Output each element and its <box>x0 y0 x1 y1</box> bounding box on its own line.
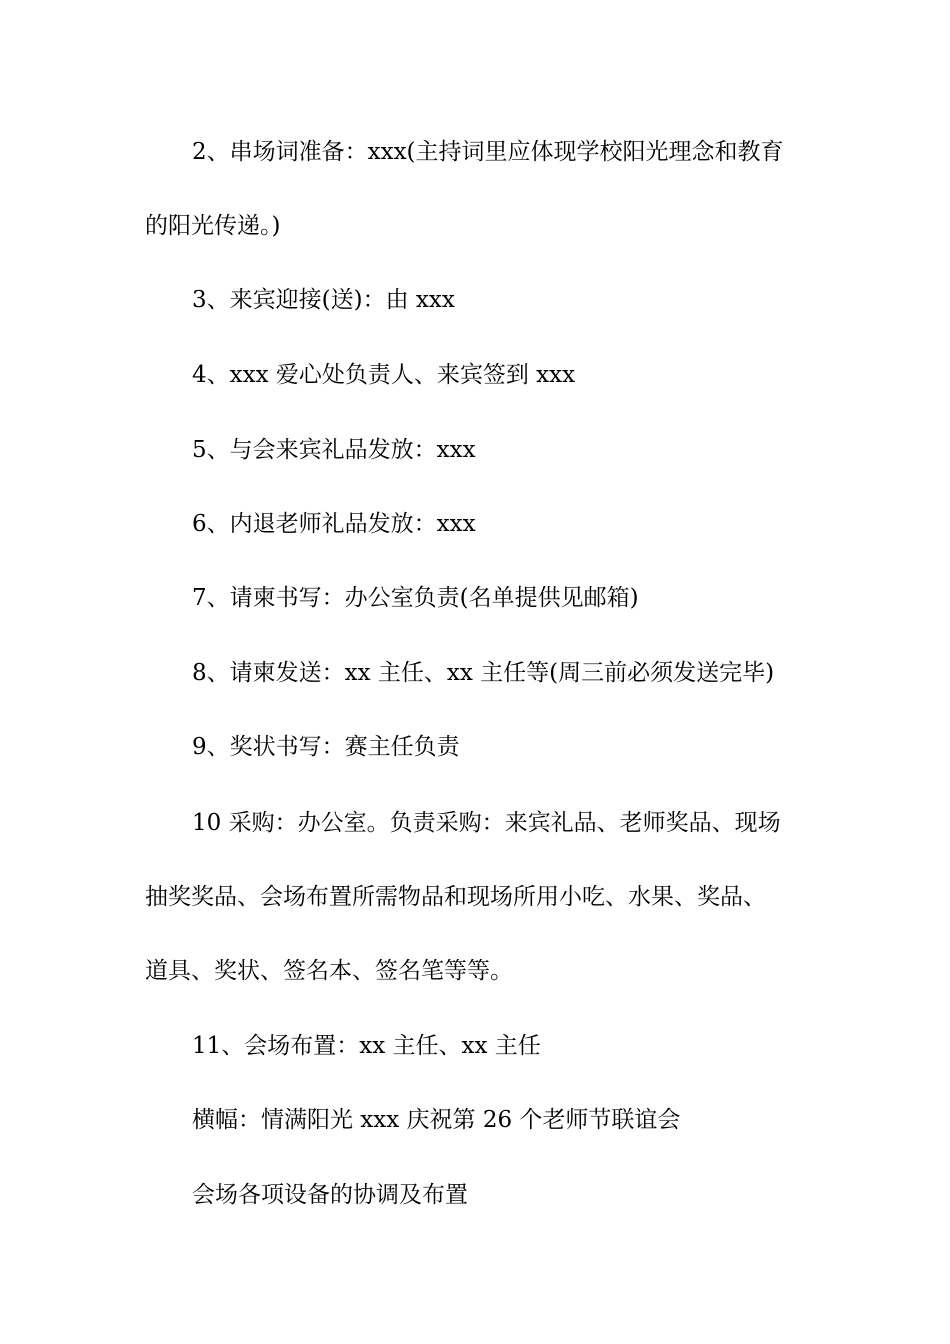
paragraph-line-6-retired-teacher-gifts: 6、内退老师礼品发放：xxx <box>192 511 476 537</box>
paragraph-line-banner: 横幅：情满阳光 xxx 庆祝第 26 个老师节联谊会 <box>192 1107 681 1133</box>
paragraph-line-2-continued: 的阳光传递。) <box>145 213 281 239</box>
paragraph-line-equipment: 会场各项设备的协调及布置 <box>192 1182 468 1208</box>
paragraph-line-8-invitation-sending: 8、请柬发送：xx 主任、xx 主任等(周三前必须发送完毕) <box>192 660 775 686</box>
paragraph-line-10-continued-2: 道具、奖状、签名本、签名笔等等。 <box>145 958 513 984</box>
paragraph-line-10-continued-1: 抽奖奖品、会场布置所需物品和现场所用小吃、水果、奖品、 <box>145 884 766 910</box>
paragraph-line-5-guest-gifts: 5、与会来宾礼品发放：xxx <box>192 437 476 463</box>
paragraph-line-3-guest-reception: 3、来宾迎接(送)：由 xxx <box>192 287 455 313</box>
paragraph-line-9-certificate-writing: 9、奖状书写：赛主任负责 <box>192 734 460 760</box>
paragraph-line-11-venue-setup: 11、会场布置：xx 主任、xx 主任 <box>192 1033 541 1059</box>
paragraph-line-7-invitation-writing: 7、请柬书写：办公室负责(名单提供见邮箱) <box>192 585 639 611</box>
paragraph-line-2-script-prep: 2、串场词准备：xxx(主持词里应体现学校阳光理念和教育 <box>192 139 784 165</box>
paragraph-line-10-procurement: 10 采购：办公室。负责采购：来宾礼品、老师奖品、现场 <box>192 810 781 836</box>
paragraph-line-4-sign-in: 4、xxx 爱心处负责人、来宾签到 xxx <box>192 362 576 388</box>
